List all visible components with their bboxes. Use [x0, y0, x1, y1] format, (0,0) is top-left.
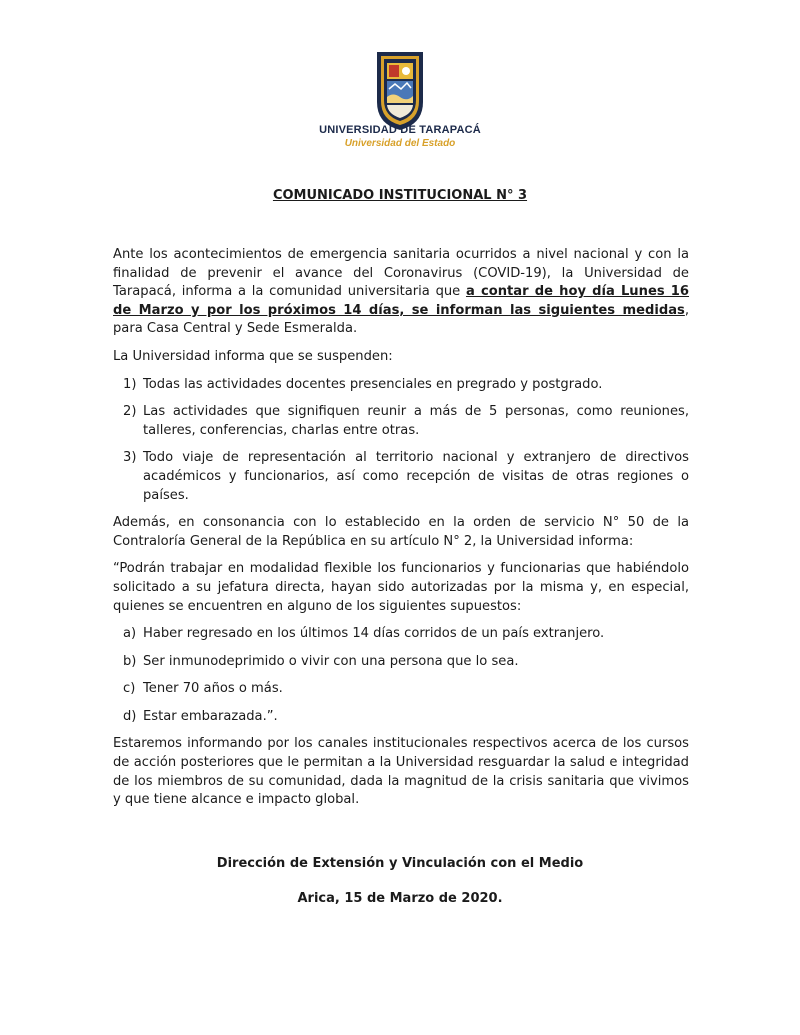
- signature: Dirección de Extensión y Vinculación con el Medio: [216, 856, 584, 871]
- list-item: [113, 653, 689, 672]
- list-text: Las actividades que signifiquen reunir a más de 5 personas, como reuniones, talleres, conferencias, charlas entre otras.: [143, 404, 689, 438]
- list-item: [113, 625, 689, 644]
- list-text: Haber regresado en los últimos 14 días corridos de un país extranjero.: [143, 626, 605, 642]
- university-subtitle: Universidad del Estado: [344, 138, 456, 149]
- list-item: [113, 403, 689, 440]
- document-body: [113, 246, 689, 819]
- list-text: Todas las actividades docentes presenciales en pregrado y postgrado.: [143, 376, 603, 392]
- list-text: Todo viaje de representación al territorio nacional y extranjero de directivos académicos y funcionarios, así como recepción de visitas de otras regiones o países.: [143, 450, 689, 503]
- list-text: Tener 70 años o más.: [143, 681, 283, 697]
- place-date: Arica, 15 de Marzo de 2020.: [297, 891, 503, 906]
- intro-text-2: , para Casa Central y Sede Esmeralda.: [113, 302, 689, 337]
- ademas-paragraph: Además, en consonancia con lo establecido en la orden de servicio N° 50 de la Contraloría General de la República en su artículo N° 2, la Universidad informa:: [113, 515, 689, 549]
- suspended-list: [113, 376, 689, 506]
- cases-list: [113, 625, 689, 726]
- document-title: COMUNICADO INSTITUCIONAL N° 3: [272, 188, 528, 203]
- list-letter: d): [123, 708, 137, 724]
- list-item: [113, 376, 689, 395]
- suspend-intro: La Universidad informa que se suspenden:: [113, 348, 393, 364]
- list-item: [113, 708, 689, 727]
- intro-text-1: Ante los acontecimientos de emergencia sanitaria ocurridos a nivel nacional y con la finalidad de prevenir el avance del Coronavirus (COVID-19), la Universidad de Tarapacá, informa a la comunidad universitaria que: [113, 247, 689, 300]
- logo: [0, 50, 800, 132]
- list-letter: a): [123, 626, 137, 642]
- list-text: Estar embarazada.”.: [143, 708, 278, 724]
- list-text: Ser inmunodeprimido o vivir con una persona que lo sea.: [143, 653, 519, 669]
- list-letter: b): [123, 653, 137, 669]
- list-number: 3): [123, 450, 137, 466]
- list-number: 1): [123, 376, 137, 392]
- quote-paragraph: “Podrán trabajar en modalidad flexible los funcionarios y funcionarias que habiéndolo solicitado a su jefatura directa, hayan sido autorizadas por la misma y, en especial, quienes se encuentren en alguno de los siguientes supuestos:: [113, 561, 689, 614]
- university-name: UNIVERSIDAD DE TARAPACÁ: [319, 124, 481, 136]
- intro-paragraph: [113, 246, 689, 339]
- closing-paragraph: Estaremos informando por los canales institucionales respectivos acerca de los cursos de acción posteriores que le permitan a la Universidad resguardar la salud e integridad de los miembros de su comunidad, dada la magnitud de la crisis sanitaria que vivimos y que tiene alcance e impacto global.: [113, 736, 689, 808]
- list-number: 2): [123, 404, 137, 420]
- list-letter: c): [123, 681, 136, 697]
- intro-emphasis: a contar de hoy día Lunes 16 de Marzo y por los próximos 14 días, se informan las siguientes medidas: [113, 284, 689, 318]
- university-crest-icon: [375, 50, 425, 132]
- list-item: [113, 449, 689, 505]
- list-item: [113, 680, 689, 699]
